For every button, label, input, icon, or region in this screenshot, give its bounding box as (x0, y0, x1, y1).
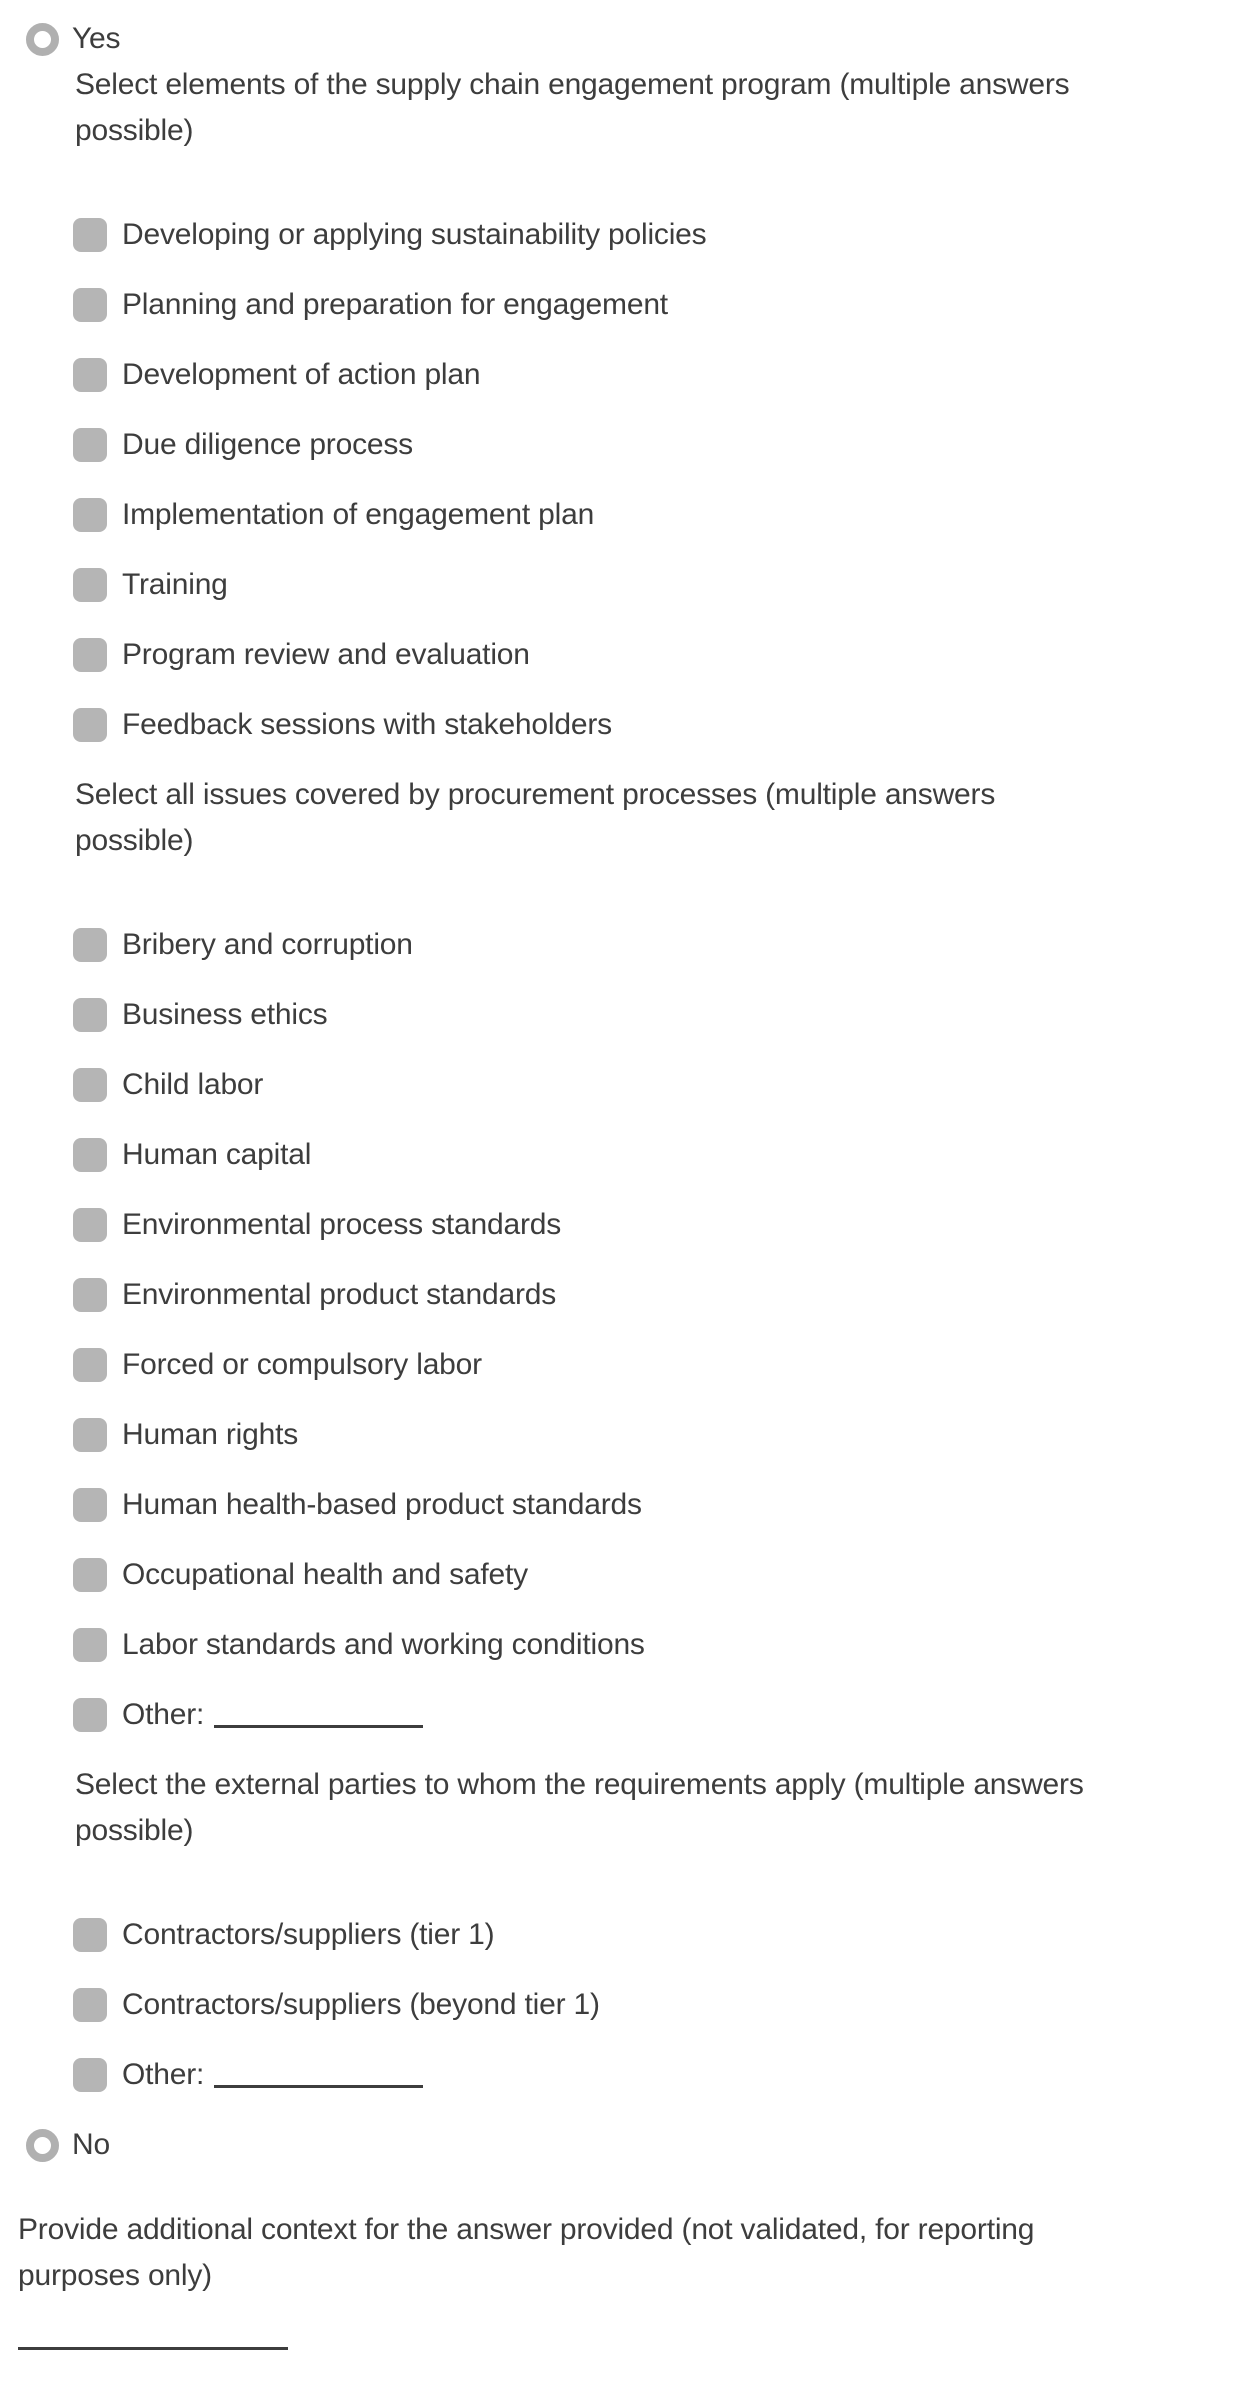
checkbox-icon[interactable] (73, 1208, 107, 1242)
option-row-human-rights[interactable] (73, 1412, 1240, 1458)
option-label: Human capital (122, 1138, 312, 1171)
radio-row-no[interactable] (26, 2122, 1240, 2168)
option-label: Contractors/suppliers (beyond tier 1) (122, 1988, 600, 2021)
checkbox-icon[interactable] (73, 498, 107, 532)
radio-row-yes[interactable] (26, 16, 1240, 62)
question-external-parties (75, 1762, 1240, 1854)
option-row-child-labor[interactable] (73, 1062, 1240, 1108)
option-label (122, 2052, 423, 2098)
question-text-line: possible) (75, 114, 194, 147)
question-text-line: Select elements of the supply chain engagement program (multiple answers (75, 68, 1070, 101)
checkbox-icon[interactable] (73, 1418, 107, 1452)
checkbox-icon[interactable] (73, 288, 107, 322)
checkbox-icon[interactable] (73, 928, 107, 962)
option-label: Forced or compulsory labor (122, 1348, 482, 1381)
radio-label-yes: Yes (72, 22, 121, 55)
option-label: Feedback sessions with stakeholders (122, 708, 612, 741)
option-label: Planning and preparation for engagement (122, 288, 668, 321)
option-row-sustainability-policies[interactable] (73, 212, 1240, 258)
option-label: Business ethics (122, 998, 328, 1031)
checkbox-icon[interactable] (73, 1988, 107, 2022)
option-row-human-capital[interactable] (73, 1132, 1240, 1178)
question-supply-chain-engagement-elements (75, 62, 1240, 154)
option-label: Contractors/suppliers (tier 1) (122, 1918, 495, 1951)
option-row-environmental-product-standards[interactable] (73, 1272, 1240, 1318)
option-row-implementation-engagement-plan[interactable] (73, 492, 1240, 538)
other-input-line[interactable] (214, 1725, 423, 1728)
option-row-labor-standards[interactable] (73, 1622, 1240, 1668)
checkbox-icon[interactable] (73, 708, 107, 742)
option-label: Development of action plan (122, 358, 481, 391)
question-text-line: possible) (75, 824, 194, 857)
option-row-contractors-tier1[interactable] (73, 1912, 1240, 1958)
option-label: Bribery and corruption (122, 928, 413, 961)
checkbox-icon[interactable] (73, 638, 107, 672)
option-row-bribery-corruption[interactable] (73, 922, 1240, 968)
other-label: Other: (122, 2058, 205, 2091)
radio-button-yes-icon[interactable] (26, 23, 59, 56)
question-text-line: Provide additional context for the answer provided (not validated, for reporting (18, 2213, 1035, 2246)
checkbox-icon[interactable] (73, 1278, 107, 1312)
checkbox-icon[interactable] (73, 1698, 107, 1732)
option-label: Human rights (122, 1418, 299, 1451)
option-row-human-health-product-standards[interactable] (73, 1482, 1240, 1528)
checkbox-icon[interactable] (73, 428, 107, 462)
checkbox-icon[interactable] (73, 1348, 107, 1382)
question-text-line: Select the external parties to whom the requirements apply (multiple answers (75, 1768, 1084, 1801)
option-row-occupational-health-safety[interactable] (73, 1552, 1240, 1598)
question-procurement-issues (75, 772, 1240, 864)
checkbox-icon[interactable] (73, 1918, 107, 1952)
option-row-program-review[interactable] (73, 632, 1240, 678)
radio-button-no-icon[interactable] (26, 2129, 59, 2162)
option-label: Due diligence process (122, 428, 413, 461)
option-row-contractors-beyond-tier1[interactable] (73, 1982, 1240, 2028)
option-label: Human health-based product standards (122, 1488, 642, 1521)
option-row-planning-preparation[interactable] (73, 282, 1240, 328)
checkbox-icon[interactable] (73, 568, 107, 602)
checkbox-icon[interactable] (73, 1628, 107, 1662)
question-text-line: Select all issues covered by procurement processes (multiple answers (75, 778, 996, 811)
option-label: Environmental process standards (122, 1208, 562, 1241)
option-row-due-diligence[interactable] (73, 422, 1240, 468)
checkbox-icon[interactable] (73, 1488, 107, 1522)
option-row-business-ethics[interactable] (73, 992, 1240, 1038)
checkbox-icon[interactable] (73, 1138, 107, 1172)
option-label: Occupational health and safety (122, 1558, 528, 1591)
option-label (122, 1692, 423, 1738)
checkbox-icon[interactable] (73, 1558, 107, 1592)
context-answer-line[interactable] (18, 2347, 288, 2350)
other-input-line[interactable] (214, 2085, 423, 2088)
radio-label-no: No (72, 2128, 110, 2161)
option-label: Child labor (122, 1068, 264, 1101)
option-label: Implementation of engagement plan (122, 498, 595, 531)
other-label: Other: (122, 1698, 205, 1731)
option-row-action-plan[interactable] (73, 352, 1240, 398)
option-label: Training (122, 568, 228, 601)
checkbox-icon[interactable] (73, 218, 107, 252)
question-text-line: purposes only) (18, 2259, 212, 2292)
checkbox-icon[interactable] (73, 358, 107, 392)
option-row-feedback-sessions[interactable] (73, 702, 1240, 748)
option-row-other-external-party[interactable] (73, 2052, 1240, 2098)
option-label: Program review and evaluation (122, 638, 530, 671)
additional-context-prompt (18, 2207, 1240, 2299)
checkbox-icon[interactable] (73, 1068, 107, 1102)
checkbox-icon[interactable] (73, 998, 107, 1032)
option-label: Environmental product standards (122, 1278, 557, 1311)
option-row-other-procurement-issue[interactable] (73, 1692, 1240, 1738)
question-text-line: possible) (75, 1814, 194, 1847)
option-row-environmental-process-standards[interactable] (73, 1202, 1240, 1248)
option-row-training[interactable] (73, 562, 1240, 608)
checkbox-icon[interactable] (73, 2058, 107, 2092)
option-row-forced-labor[interactable] (73, 1342, 1240, 1388)
option-label: Labor standards and working conditions (122, 1628, 645, 1661)
option-label: Developing or applying sustainability policies (122, 218, 707, 251)
